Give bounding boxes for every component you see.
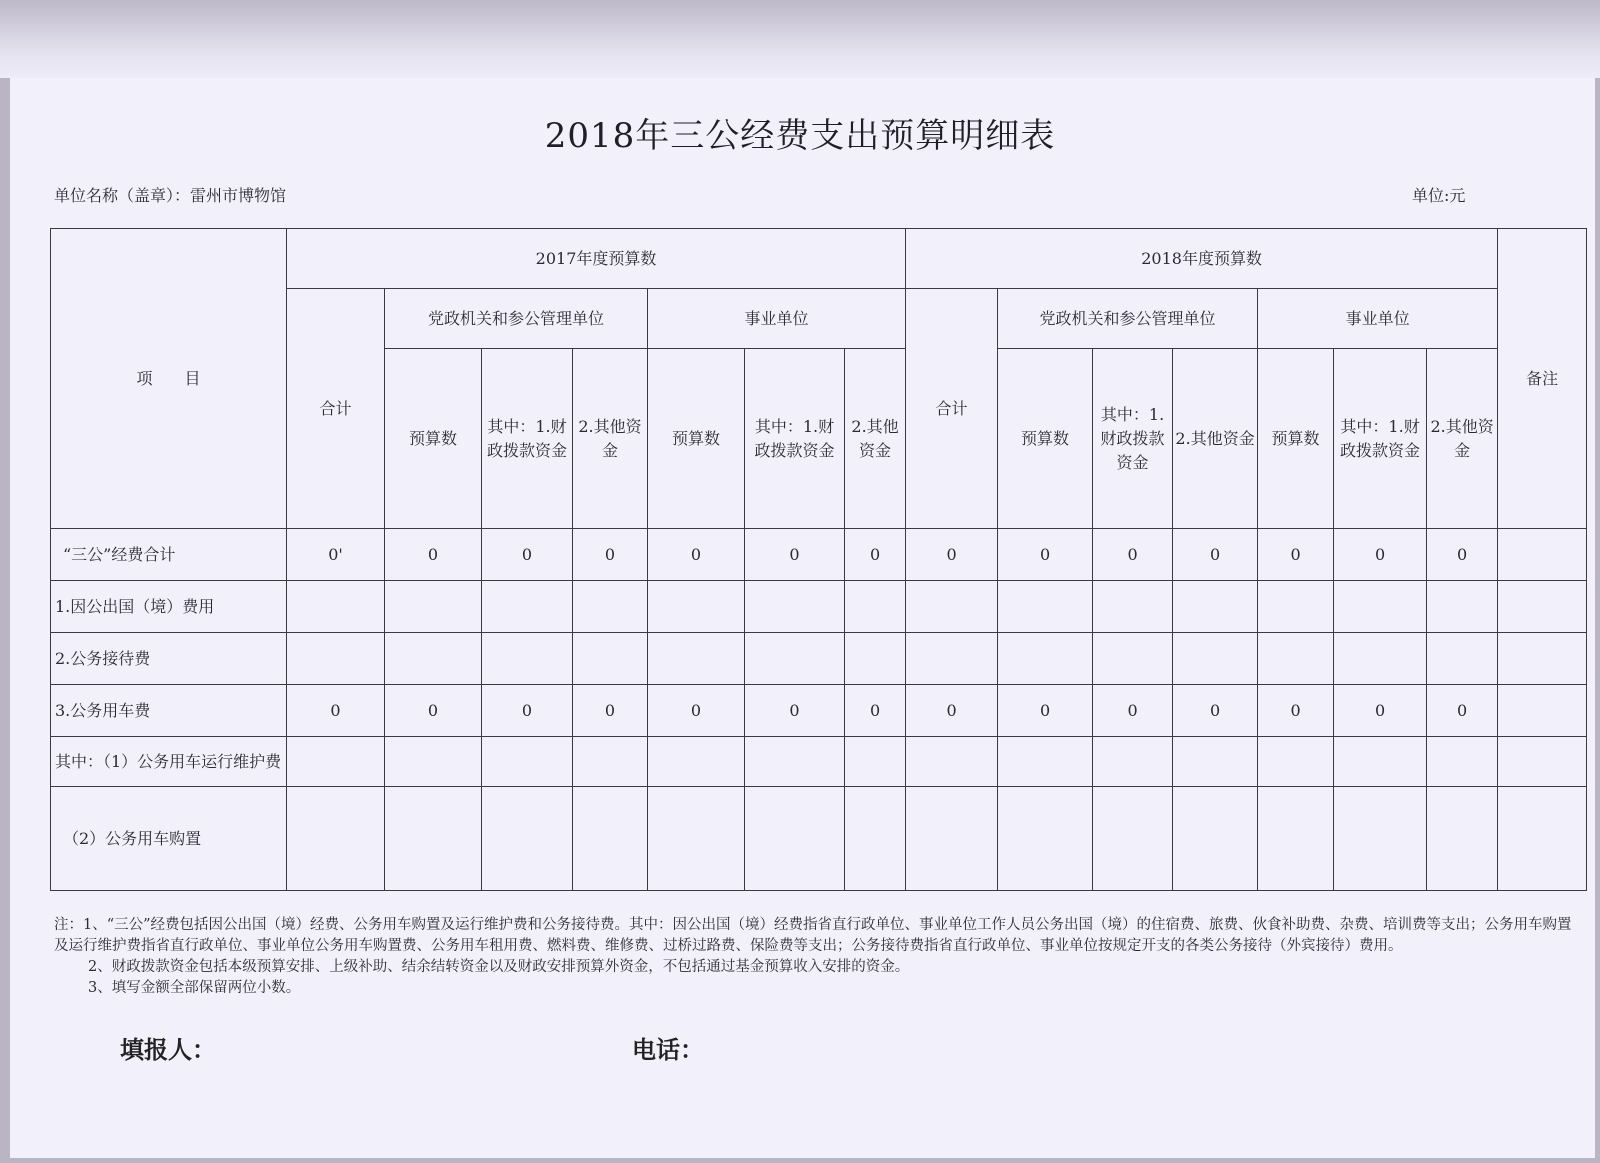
table-cell	[998, 737, 1093, 787]
table-cell: 0	[1427, 685, 1498, 737]
table-cell	[1334, 633, 1427, 685]
table-cell: 0	[385, 529, 482, 581]
budget-table	[50, 228, 1587, 891]
table-cell	[287, 737, 385, 787]
unit-name: 单位名称（盖章）：雷州市博物馆	[54, 186, 287, 205]
header-2018-total: 合计	[906, 289, 998, 529]
table-cell	[648, 787, 745, 891]
table-cell: 0	[1093, 529, 1173, 581]
table-cell	[1093, 787, 1173, 891]
remark-cell	[1498, 737, 1587, 787]
table-cell	[482, 737, 573, 787]
table-cell	[482, 787, 573, 891]
header-2017-inst-fiscal: 其中：1.财政拨款资金	[745, 349, 845, 529]
table-cell	[482, 633, 573, 685]
table-cell	[1173, 581, 1258, 633]
table-cell: 0'	[287, 529, 385, 581]
header-2018-inst-fiscal: 其中：1.财政拨款资金	[1334, 349, 1427, 529]
header-2017-public-inst: 事业单位	[648, 289, 906, 349]
table-cell	[385, 633, 482, 685]
table-cell: 0	[1427, 529, 1498, 581]
table-cell: 0	[385, 685, 482, 737]
table-cell: 0	[1173, 529, 1258, 581]
table-cell: 0	[998, 685, 1093, 737]
table-cell	[1334, 787, 1427, 891]
table-cell	[1258, 581, 1334, 633]
table-cell	[1173, 633, 1258, 685]
header-2017-party-fiscal: 其中：1.财政拨款资金	[482, 349, 573, 529]
table-cell	[648, 737, 745, 787]
table-row	[51, 787, 1587, 891]
table-cell	[845, 737, 906, 787]
table-cell: 0	[1093, 685, 1173, 737]
row-label: “三公”经费合计	[51, 529, 287, 581]
remark-cell	[1498, 787, 1587, 891]
table-row	[51, 685, 1587, 737]
remark-cell	[1498, 581, 1587, 633]
header-item: 项 目	[51, 229, 287, 529]
table-cell	[1093, 737, 1173, 787]
header-2017-inst-other: 2.其他资金	[845, 349, 906, 529]
table-cell	[1258, 633, 1334, 685]
table-cell	[1427, 633, 1498, 685]
header-2018-inst-other: 2.其他资金	[1427, 349, 1498, 529]
table-cell	[745, 581, 845, 633]
table-cell: 0	[573, 529, 648, 581]
row-label: 2.公务接待费	[51, 633, 287, 685]
table-cell	[573, 737, 648, 787]
page-title: 2018年三公经费支出预算明细表	[544, 116, 1056, 156]
table-cell: 0	[648, 685, 745, 737]
header-2018-inst-budget: 预算数	[1258, 349, 1334, 529]
header-2018-party-gov: 党政机关和参公管理单位	[998, 289, 1258, 349]
table-cell	[648, 633, 745, 685]
table-cell: 0	[745, 685, 845, 737]
header-2017-party-budget: 预算数	[385, 349, 482, 529]
unit-currency: 单位:元	[1412, 186, 1466, 205]
table-cell	[287, 633, 385, 685]
header-2018-party-budget: 预算数	[998, 349, 1093, 529]
table-cell: 0	[1334, 529, 1427, 581]
table-cell	[1258, 787, 1334, 891]
remark-cell	[1498, 633, 1587, 685]
table-cell	[648, 581, 745, 633]
table-cell: 0	[1258, 529, 1334, 581]
table-cell	[998, 581, 1093, 633]
table-cell	[385, 737, 482, 787]
table-cell	[385, 787, 482, 891]
table-row	[51, 581, 1587, 633]
table-cell	[1258, 737, 1334, 787]
notes	[54, 915, 1574, 999]
note-2: 2、财政拨款资金包括本级预算安排、上级补助、结余结转资金以及财政安排预算外资金，不包括通过基金预算收入安排的资金。	[88, 959, 910, 975]
table-cell	[845, 787, 906, 891]
header-2018-public-inst: 事业单位	[1258, 289, 1498, 349]
table-cell: 0	[906, 529, 998, 581]
note-3: 3、填写金额全部保留两位小数。	[88, 980, 301, 996]
row-label: 其中：（1）公务用车运行维护费	[51, 737, 287, 787]
table-cell: 0	[1173, 685, 1258, 737]
table-cell: 0	[1334, 685, 1427, 737]
table-cell	[745, 737, 845, 787]
header-remark: 备注	[1498, 229, 1587, 529]
table-cell	[745, 787, 845, 891]
remark-cell	[1498, 685, 1587, 737]
table-cell	[1334, 581, 1427, 633]
table-cell: 0	[745, 529, 845, 581]
table-cell	[1173, 737, 1258, 787]
table-cell	[906, 737, 998, 787]
scan-top-edge	[0, 0, 1600, 78]
header-2017-inst-budget: 预算数	[648, 349, 745, 529]
table-cell	[1173, 787, 1258, 891]
table-cell	[998, 633, 1093, 685]
table-row	[51, 529, 1587, 581]
table-cell	[906, 581, 998, 633]
table-cell: 0	[482, 685, 573, 737]
header-2017: 2017年度预算数	[287, 229, 906, 289]
table-cell	[385, 581, 482, 633]
table-cell: 0	[648, 529, 745, 581]
table-cell: 0	[845, 529, 906, 581]
table-cell	[1427, 737, 1498, 787]
header-2018-party-other: 2.其他资金	[1173, 349, 1258, 529]
remark-cell	[1498, 529, 1587, 581]
table-cell	[745, 633, 845, 685]
table-cell	[482, 581, 573, 633]
table-cell: 0	[998, 529, 1093, 581]
table-cell	[906, 787, 998, 891]
table-cell	[287, 581, 385, 633]
table-cell	[998, 787, 1093, 891]
header-2018: 2018年度预算数	[906, 229, 1498, 289]
table-cell	[1427, 581, 1498, 633]
header-2018-party-fiscal: 其中：1.财政拨款资金	[1093, 349, 1173, 529]
table-row	[51, 737, 1587, 787]
table-cell: 0	[573, 685, 648, 737]
table-cell	[906, 633, 998, 685]
table-cell: 0	[845, 685, 906, 737]
table-cell	[287, 787, 385, 891]
table-cell	[1093, 581, 1173, 633]
table-cell: 0	[1258, 685, 1334, 737]
table-cell: 0	[482, 529, 573, 581]
filler-label: 填报人：	[120, 1035, 216, 1064]
table-cell	[573, 787, 648, 891]
table-cell	[1093, 633, 1173, 685]
header-2017-total: 合计	[287, 289, 385, 529]
header-2017-party-other: 2.其他资金	[573, 349, 648, 529]
note-1: 注：1、“三公”经费包括因公出国（境）经费、公务用车购置及运行维护费和公务接待费。其中：因公出国（境）经费指省直行政单位、事业单位工作人员公务出国（境）的住宿费、旅费、伙食补助费、杂费、培训费等支出；公务用车购置及运行维护费指省直行政单位、事业单位公务用车购置费、公务用车租用费、燃料费、维修费、过桥过路费、保险费等支出；公务接待费指省直行政单位、事业单位按规定开支的各类公务接待（外宾接待）费用。	[54, 917, 1572, 954]
table-cell	[573, 633, 648, 685]
table-cell	[1334, 737, 1427, 787]
row-label: 3.公务用车费	[51, 685, 287, 737]
table-cell	[845, 581, 906, 633]
row-label: 1.因公出国（境）费用	[51, 581, 287, 633]
phone-label: 电话：	[632, 1035, 704, 1064]
header-row-1	[51, 229, 1587, 289]
table-row	[51, 633, 1587, 685]
table-cell: 0	[906, 685, 998, 737]
table-cell	[1427, 787, 1498, 891]
table-cell: 0	[287, 685, 385, 737]
row-label: （2）公务用车购置	[51, 787, 287, 891]
table-cell	[573, 581, 648, 633]
table-cell	[845, 633, 906, 685]
header-2017-party-gov: 党政机关和参公管理单位	[385, 289, 648, 349]
